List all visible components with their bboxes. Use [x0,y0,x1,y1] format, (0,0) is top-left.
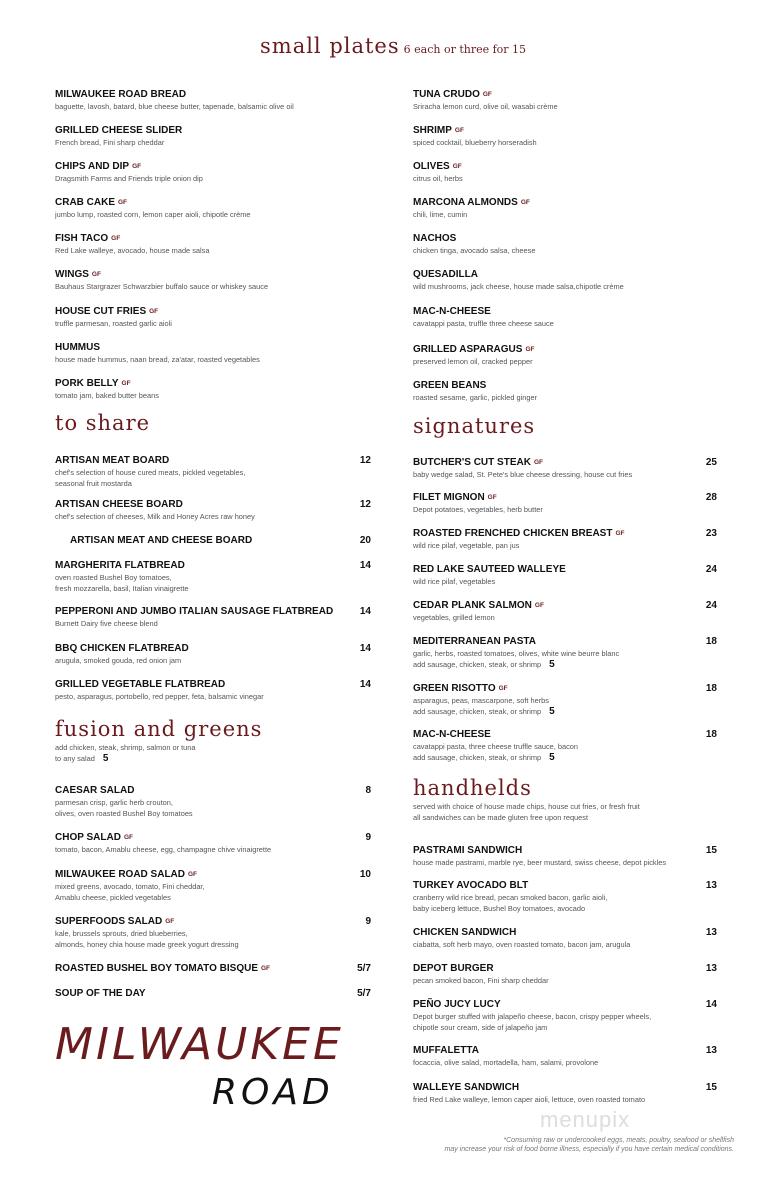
item-description: olives, oven roasted Bushel Boy tomatoes [55,809,193,818]
gluten-free-badge: GF [498,685,508,692]
menu-item [55,341,359,365]
item-description: Red Lake walleye, avocado, house made salsa [55,246,210,255]
item-description: arugula, smoked gouda, red onion jam [55,656,182,665]
menu-item [413,456,717,480]
item-description: preserved lemon oil, cracked pepper [413,357,533,366]
menu-item [413,879,717,914]
item-price: 9 [365,832,371,843]
item-price: 24 [705,600,717,611]
gluten-free-badge: GF [454,127,464,134]
menu-item [413,88,717,112]
item-name: WINGS [55,269,89,280]
item-price: 18 [705,729,717,740]
menu-item [413,196,717,220]
item-name: ARTISAN CHEESE BOARD [55,499,183,510]
item-description: wild rice pilaf, vegetable, pan jus [413,541,520,550]
menu-item [55,305,359,329]
item-name: MEDITERRANEAN PASTA [413,636,536,647]
item-description: Depot burger stuffed with jalapeño cheese, bacon, crispy pepper wheels, [413,1012,652,1021]
item-price: 5/7 [357,988,371,999]
menu-item [413,124,717,148]
item-name: MILWAUKEE ROAD SALAD [55,869,185,880]
item-description: wild mushrooms, jack cheese, house made salsa,chipotle crème [413,282,624,291]
menu-item [413,232,717,256]
gluten-free-badge: GF [615,530,625,537]
item-name: PORK BELLY [55,378,119,389]
item-description: almonds, honey chia house made greek yogurt dressing [55,940,239,949]
item-description: house made hummus, naan bread, za'atar, roasted vegetables [55,355,260,364]
item-name: HUMMUS [55,342,100,353]
item-description: asparagus, peas, mascarpone, soft herbs [413,696,549,705]
item-name: QUESADILLA [413,269,478,280]
menu-item [55,642,371,666]
item-price: 14 [705,999,717,1010]
gluten-free-badge: GF [121,380,131,387]
item-name: TUNA CRUDO [413,89,480,100]
signatures-heading: signatures [413,414,536,438]
item-name: SUPERFOODS SALAD [55,916,163,927]
item-description: cavatappi pasta, three cheese truffle sauce, bacon [413,742,579,751]
logo-milwaukee: MILWAUKEE [55,1019,344,1070]
item-name: GRILLED ASPARAGUS [413,344,523,355]
item-price: 14 [359,679,371,690]
item-price: 12 [359,499,371,510]
item-description: chef's selection of cheeses, Milk and Honey Acres raw honey [55,512,255,521]
item-description: French bread, Fini sharp cheddar [55,138,165,147]
item-description: ciabatta, soft herb mayo, oven roasted tomato, bacon jam, arugula [413,940,631,949]
item-name: PEÑO JUCY LUCY [413,999,501,1010]
item-price: 15 [705,845,717,856]
item-name: BUTCHER'S CUT STEAK [413,457,531,468]
item-price: 13 [705,880,717,891]
item-description: truffle parmesan, roasted garlic aioli [55,319,172,328]
item-price: 9 [365,916,371,927]
item-description: focaccia, olive salad, mortadella, ham, salami, provolone [413,1058,599,1067]
gluten-free-badge: GF [525,346,535,353]
to-share-heading: to share [55,411,151,435]
item-name: MARCONA ALMONDS [413,197,518,208]
menu-item [413,998,717,1033]
fusion-note-line: to any salad [55,754,95,763]
item-description: baby iceberg lettuce, Bushel Boy tomatoes, avocado [413,904,586,913]
item-price: 12 [359,455,371,466]
item-description: vegetables, grilled lemon [413,613,495,622]
item-name: OLIVES [413,161,450,172]
item-description: tomato, bacon, Amablu cheese, egg, champagne chive vinaigrette [55,845,272,854]
gluten-free-badge: GF [111,235,121,242]
item-description: Burnett Dairy five cheese blend [55,619,158,628]
item-name: TURKEY AVOCADO BLT [413,880,529,891]
footer-line: *Consuming raw or undercooked eggs, meats, poultry, seafood or shellfish [503,1137,734,1144]
gluten-free-badge: GF [118,199,128,206]
gluten-free-badge: GF [91,271,101,278]
item-name: ARTISAN MEAT AND CHEESE BOARD [70,535,253,546]
item-description: wild rice pilaf, vegetables [413,577,496,586]
menu-item [55,232,359,256]
menu-item [55,498,371,522]
item-name: PASTRAMI SANDWICH [413,845,523,856]
item-description: seasonal fruit mostarda [55,479,132,488]
section-subtitle: 6 each or three for 15 [403,43,527,56]
item-description: Sriracha lemon curd, olive oil, wasabi crème [413,102,558,111]
item-price: 23 [705,528,717,539]
fusion-note [55,742,196,764]
item-name: MILWAUKEE ROAD BREAD [55,89,187,100]
item-name: CAESAR SALAD [55,785,135,796]
item-description: garlic, herbs, roasted tomatoes, olives, white wine beurre blanc [413,649,620,658]
item-description: Bauhaus Stargrazer Schwarzbier buffalo sauce or whiskey sauce [55,282,269,291]
menu-item [55,454,371,489]
item-description: fried Red Lake walleye, lemon caper aioli, lettuce, oven roasted tomato [413,1095,646,1104]
item-price: 10 [359,869,371,880]
menu-item [413,682,717,717]
item-description: house made pastrami, marble rye, beer mustard, swiss cheese, depot pickles [413,858,667,867]
gluten-free-badge: GF [165,918,175,925]
item-price: 24 [705,564,717,575]
menu-item [413,160,717,184]
item-description: cranberry wild rice bread, pecan smoked bacon, garlic aioli, [413,893,608,902]
item-description: mixed greens, avocado, tomato, Fini cheddar, [55,882,205,891]
item-description: pecan smoked bacon, Fini sharp cheddar [413,976,549,985]
item-name: GREEN RISOTTO [413,683,496,694]
menu-item [55,678,371,702]
gluten-free-badge: GF [149,308,159,315]
item-name: NACHOS [413,233,457,244]
item-name: CHICKEN SANDWICH [413,927,517,938]
item-description: oven roasted Bushel Boy tomatoes, [55,573,172,582]
item-name: FILET MIGNON [413,492,485,503]
menu-item [55,987,371,1000]
menu-item [413,379,717,403]
section-title: small plates [260,34,400,58]
item-description: baguette, lavosh, batard, blue cheese butter, tapenade, balsamic olive oil [55,102,294,111]
menu-item [55,534,371,547]
addon-price: 5 [549,659,555,670]
item-name: CHIPS AND DIP [55,161,130,172]
item-name: DEPOT BURGER [413,963,494,974]
menu-item [55,160,359,184]
item-addon [413,707,717,717]
menu-item [55,377,359,401]
item-price: 13 [705,1045,717,1056]
item-addon [413,753,717,763]
menu-item [413,635,717,670]
gluten-free-badge: GF [132,163,142,170]
item-name: GREEN BEANS [413,380,487,391]
item-price: 13 [705,927,717,938]
footer-disclaimer [445,1136,734,1154]
menu-item [55,268,359,292]
item-name: SHRIMP [413,125,452,136]
item-name: CRAB CAKE [55,197,115,208]
gluten-free-badge: GF [452,163,462,170]
addon-price: 5 [549,752,555,763]
item-price: 13 [705,963,717,974]
menu-item [55,784,371,819]
item-description: chef's selection of house cured meats, pickled vegetables, [55,468,246,477]
menu-item [55,196,359,220]
addon-text: add sausage, chicken, steak, or shrimp [413,707,542,716]
item-price: 28 [705,492,717,503]
item-name: GRILLED CHEESE SLIDER [55,125,183,136]
item-price: 14 [359,606,371,617]
item-name: BBQ CHICKEN FLATBREAD [55,643,189,654]
fusion-note-line: add chicken, steak, shrimp, salmon or tuna [55,743,196,752]
item-price: 14 [359,643,371,654]
handhelds-note [413,801,640,823]
item-description: kale, brussels sprouts, dried blueberries, [55,929,188,938]
gluten-free-badge: GF [534,602,544,609]
item-name: ARTISAN MEAT BOARD [55,455,170,466]
fusion-note-price: 5 [102,753,109,764]
item-name: ROASTED BUSHEL BOY TOMATO BISQUE [55,963,258,974]
logo-road: ROAD [212,1072,334,1113]
menu-item [55,915,371,950]
menu-item [413,926,717,950]
fusion-heading: fusion and greens [55,717,263,741]
small-plates-heading [260,36,526,57]
item-price: 5/7 [357,963,371,974]
item-price: 14 [359,560,371,571]
menu-item [413,491,717,515]
menu-item [413,1044,717,1068]
menu-item [413,305,717,329]
menu-item [413,527,717,551]
item-name: RED LAKE SAUTEED WALLEYE [413,564,566,575]
menu-item [55,831,371,855]
item-name: PEPPERONI AND JUMBO ITALIAN SAUSAGE FLATBREAD [55,606,334,617]
item-name: MAC-N-CHEESE [413,729,491,740]
item-description: cavatappi pasta, truffle three cheese sauce [413,319,554,328]
gluten-free-badge: GF [123,834,133,841]
item-description: roasted sesame, garlic, pickled ginger [413,393,538,402]
item-description: baby wedge salad, St. Pete's blue cheese dressing, house cut fries [413,470,633,479]
item-price: 15 [705,1082,717,1093]
item-price: 25 [705,457,717,468]
item-description: pesto, asparagus, portobello, red pepper, feta, balsamic vinegar [55,692,264,701]
menu-item [413,599,717,623]
gluten-free-badge: GF [487,494,497,501]
item-name: HOUSE CUT FRIES [55,306,147,317]
handhelds-note-line: all sandwiches can be made gluten free upon request [413,813,589,822]
item-description: Dragsmith Farms and Friends triple onion dip [55,174,203,183]
item-name: FISH TACO [55,233,109,244]
menu-item [413,563,717,587]
item-description: citrus oil, herbs [413,174,463,183]
item-description: chicken tinga, avocado salsa, cheese [413,246,536,255]
footer-line: may increase your risk of food borne illness, especially if you have certain medical conditions. [444,1146,734,1153]
item-name: CHOP SALAD [55,832,121,843]
menu-item [413,1081,717,1105]
item-description: tomato jam, baked butter beans [55,391,159,400]
addon-text: add sausage, chicken, steak, or shrimp [413,753,542,762]
handhelds-heading: handhelds [413,776,532,800]
menu-item [55,88,359,112]
item-description: chipotle sour cream, side of jalapeño jam [413,1023,548,1032]
menu-item [55,605,371,629]
item-description: parmesan crisp, garlic herb crouton, [55,798,173,807]
addon-price: 5 [549,706,555,717]
gluten-free-badge: GF [533,459,543,466]
item-name: MAC-N-CHEESE [413,306,491,317]
addon-text: add sausage, chicken, steak, or shrimp [413,660,542,669]
item-name: GRILLED VEGETABLE FLATBREAD [55,679,226,690]
menu-item [55,124,359,148]
item-name: CEDAR PLANK SALMON [413,600,532,611]
gluten-free-badge: GF [482,91,492,98]
item-price: 20 [359,535,371,546]
handhelds-note-line: served with choice of house made chips, house cut fries, or fresh fruit [413,802,640,811]
menu-item [413,728,717,763]
menu-item [413,962,717,986]
item-name: WALLEYE SANDWICH [413,1082,520,1093]
gluten-free-badge: GF [520,199,530,206]
menu-item [55,868,371,903]
item-description: chili, lime, cumin [413,210,468,219]
menu-item [413,343,717,367]
item-addon [413,660,717,670]
item-description: fresh mozzarella, basil, Italian vinaigrette [55,584,189,593]
item-name: MUFFALETTA [413,1045,479,1056]
menu-item [413,268,717,292]
item-description: spiced cocktail, blueberry horseradish [413,138,537,147]
item-price: 18 [705,636,717,647]
item-description: Amablu cheese, pickled vegetables [55,893,171,902]
item-name: MARGHERITA FLATBREAD [55,560,185,571]
item-description: jumbo lump, roasted corn, lemon caper aioli, chipotle crème [55,210,251,219]
gluten-free-badge: GF [188,871,198,878]
menu-item [413,844,717,868]
item-description: Depot potatoes, vegetables, herb butter [413,505,543,514]
item-price: 18 [705,683,717,694]
watermark: menupix [540,1107,631,1132]
menu-item [55,962,371,975]
item-name: ROASTED FRENCHED CHICKEN BREAST [413,528,613,539]
gluten-free-badge: GF [261,965,271,972]
item-price: 8 [365,785,371,796]
item-name: SOUP OF THE DAY [55,988,146,999]
menu-item [55,559,371,594]
